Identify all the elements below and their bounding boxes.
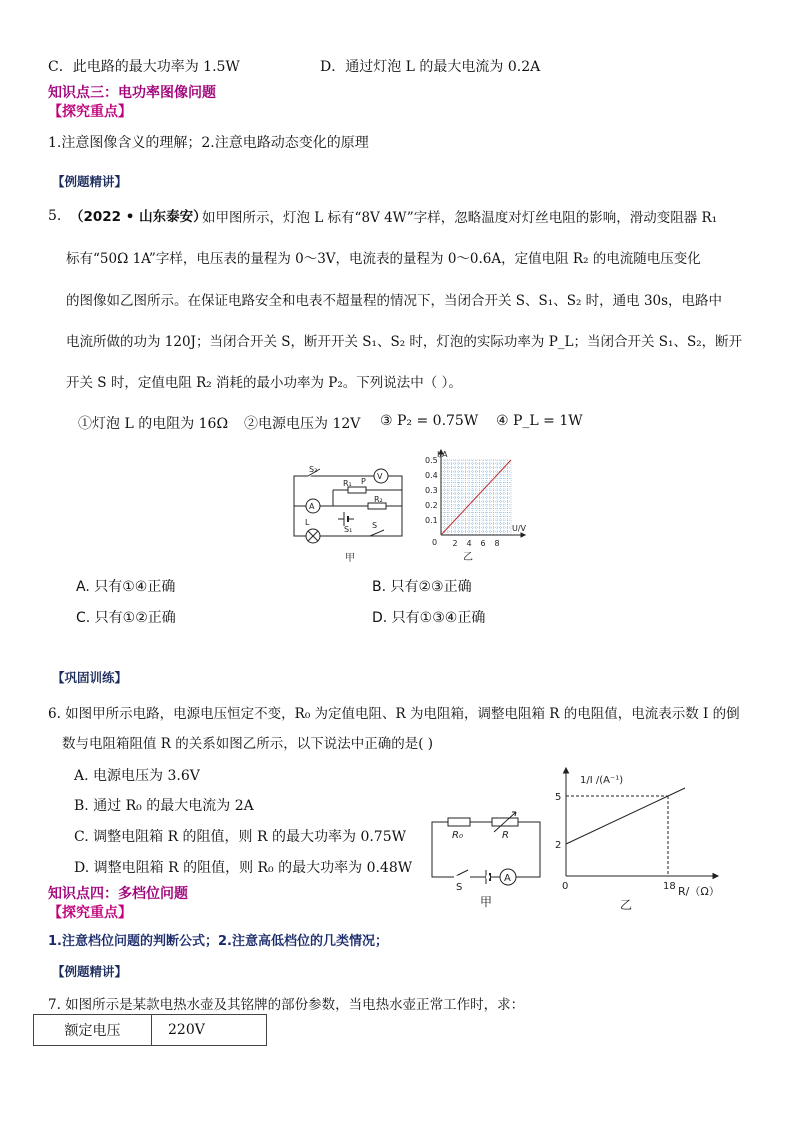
q5-line-1: 如甲图所示，灯泡 L 标有“8V 4W”字样，忽略温度对灯丝电阻的影响，滑动变阻器 R₁ bbox=[202, 210, 718, 226]
y-tick-label: 0.5 bbox=[425, 456, 438, 465]
x-tick-label: 0 bbox=[562, 881, 569, 892]
q6-circuit-diagram bbox=[428, 810, 548, 910]
y-tick-label: 0.2 bbox=[425, 501, 438, 510]
q5-source: （2022 • 山东泰安） bbox=[70, 209, 207, 225]
y-tick-label: 2 bbox=[555, 840, 562, 851]
kp3-example-tag: 【例题精讲】 bbox=[52, 174, 128, 189]
q6-line-2: 数与电阻箱阻值 R 的关系如图乙所示，以下说法中正确的是( ) bbox=[62, 736, 434, 752]
q5-statement-1: ①灯泡 L 的电阻为 16Ω bbox=[78, 416, 229, 432]
svg-text:S: S bbox=[372, 521, 378, 530]
chart1-ylabel: I/A bbox=[437, 450, 448, 459]
chart1-xlabel: U/V bbox=[512, 524, 527, 533]
y-tick-label: 0.1 bbox=[425, 516, 438, 525]
kp3-note: 1.注意图像含义的理解；2.注意电路动态变化的原理 bbox=[48, 135, 369, 151]
x-tick-label: 4 bbox=[466, 539, 472, 548]
q5-option-d[interactable]: D. 只有①③④正确 bbox=[372, 610, 486, 626]
svg-text:S₁: S₁ bbox=[344, 525, 353, 534]
q6-option-b[interactable]: B. 通过 R₀ 的最大电流为 2A bbox=[74, 798, 254, 814]
chart2-ylabel: 1/I /(A⁻¹) bbox=[580, 775, 624, 786]
origin-label: 0 bbox=[432, 538, 438, 547]
q6-fig-label-yi: 乙 bbox=[620, 898, 633, 912]
y-axis-arrow bbox=[564, 768, 569, 773]
q6-option-d[interactable]: D. 调整电阻箱 R 的阻值，则 R₀ 的最大功率为 0.48W bbox=[74, 860, 413, 876]
q6-graph-chart bbox=[552, 765, 732, 913]
q7-spec-table bbox=[33, 1014, 267, 1046]
svg-text:P: P bbox=[361, 477, 366, 486]
q5-option-a[interactable]: A. 只有①④正确 bbox=[76, 579, 176, 595]
svg-text:R₂: R₂ bbox=[374, 495, 383, 504]
x-axis-arrow bbox=[521, 533, 525, 537]
y-tick-label: 0.3 bbox=[425, 486, 438, 495]
table-cell-label: 额定电压 bbox=[34, 1015, 152, 1046]
kp4-title: 知识点四：多档位问题 bbox=[48, 886, 188, 902]
q5-option-c[interactable]: C. 只有①②正确 bbox=[76, 610, 176, 626]
table-cell-value: 220V bbox=[152, 1015, 267, 1046]
q5-line-4: 电流所做的功为 120J；当闭合开关 S，断开开关 S₁、S₂ 时，灯泡的实际功率为 P_L；当闭合开关 S₁、S₂，断开 bbox=[66, 334, 743, 350]
consolidate-tag: 【巩固训练】 bbox=[52, 670, 128, 685]
q7-text: 7. 如图所示是某款电热水壶及其铭牌的部份参数，当电热水壶正常工作时，求： bbox=[48, 997, 525, 1013]
table-row bbox=[34, 1015, 267, 1046]
q6-fig-label-jia: 甲 bbox=[480, 895, 493, 909]
q5-line-3: 的图像如乙图所示。在保证电路安全和电表不超量程的情况下，当闭合开关 S、S₁、S₂ 时，通电 30s，电路中 bbox=[66, 293, 723, 309]
svg-text:S: S bbox=[456, 882, 463, 893]
q6-option-c[interactable]: C. 调整电阻箱 R 的阻值，则 R 的最大功率为 0.75W bbox=[74, 829, 407, 845]
q6-option-a[interactable]: A. 电源电压为 3.6V bbox=[74, 768, 200, 784]
q5-statement-4: ④ P_L = 1W bbox=[496, 413, 583, 429]
y-tick-label: 5 bbox=[555, 792, 562, 803]
x-tick-label: 6 bbox=[480, 539, 486, 548]
q5-option-b[interactable]: B. 只有②③正确 bbox=[372, 579, 472, 595]
q5-fig-label-yi: 乙 bbox=[463, 552, 473, 563]
q5-statement-2: ②电源电压为 12V bbox=[244, 416, 361, 432]
q5-number: 5. bbox=[48, 208, 62, 224]
svg-text:A: A bbox=[504, 873, 511, 884]
svg-text:R₀: R₀ bbox=[452, 830, 463, 841]
q5-circuit-diagram bbox=[288, 460, 413, 570]
kp3-focus: 【探究重点】 bbox=[48, 104, 132, 120]
q6-line-1: 6. 如图甲所示电路，电源电压恒定不变，R₀ 为定值电阻、R 为电阻箱，调整电阻箱 R 的电阻值，电流表示数 I 的倒 bbox=[48, 706, 740, 722]
svg-text:A: A bbox=[309, 502, 315, 511]
x-tick-label: 18 bbox=[663, 881, 676, 892]
kp3-title: 知识点三：电功率图像问题 bbox=[48, 85, 216, 101]
q5-statement-3: ③ P₂ = 0.75W bbox=[380, 413, 479, 429]
chart2-xlabel: R/（Ω） bbox=[678, 885, 720, 898]
prev-option-c: C．此电路的最大功率为 1.5W bbox=[48, 59, 240, 75]
svg-text:V: V bbox=[377, 472, 383, 481]
q5-fig-label-jia: 甲 bbox=[345, 553, 355, 564]
x-tick-label: 2 bbox=[452, 539, 458, 548]
q5-line-2: 标有“50Ω 1A”字样，电压表的量程为 0～3V，电流表的量程为 0～0.6A，定值电阻 R₂ 的电流随电压变化 bbox=[66, 251, 701, 267]
kp4-example-tag: 【例题精讲】 bbox=[52, 964, 128, 979]
svg-text:S₂: S₂ bbox=[309, 465, 318, 474]
svg-text:L: L bbox=[305, 518, 310, 527]
q5-graph-chart bbox=[415, 448, 535, 566]
x-axis-arrow bbox=[713, 874, 718, 879]
kp4-focus: 【探究重点】 bbox=[48, 905, 132, 921]
kp4-note: 1.注意档位问题的判断公式；2.注意高低档位的几类情况； bbox=[48, 934, 388, 949]
q5-line-5: 开关 S 时，定值电阻 R₂ 消耗的最小功率为 P₂。下列说法中（ ）。 bbox=[66, 375, 462, 391]
y-tick-label: 0.4 bbox=[425, 471, 438, 480]
svg-text:R₁: R₁ bbox=[343, 479, 352, 488]
prev-option-d: D．通过灯泡 L 的最大电流为 0.2A bbox=[320, 59, 541, 75]
svg-text:R: R bbox=[502, 830, 509, 841]
x-tick-label: 8 bbox=[494, 539, 500, 548]
